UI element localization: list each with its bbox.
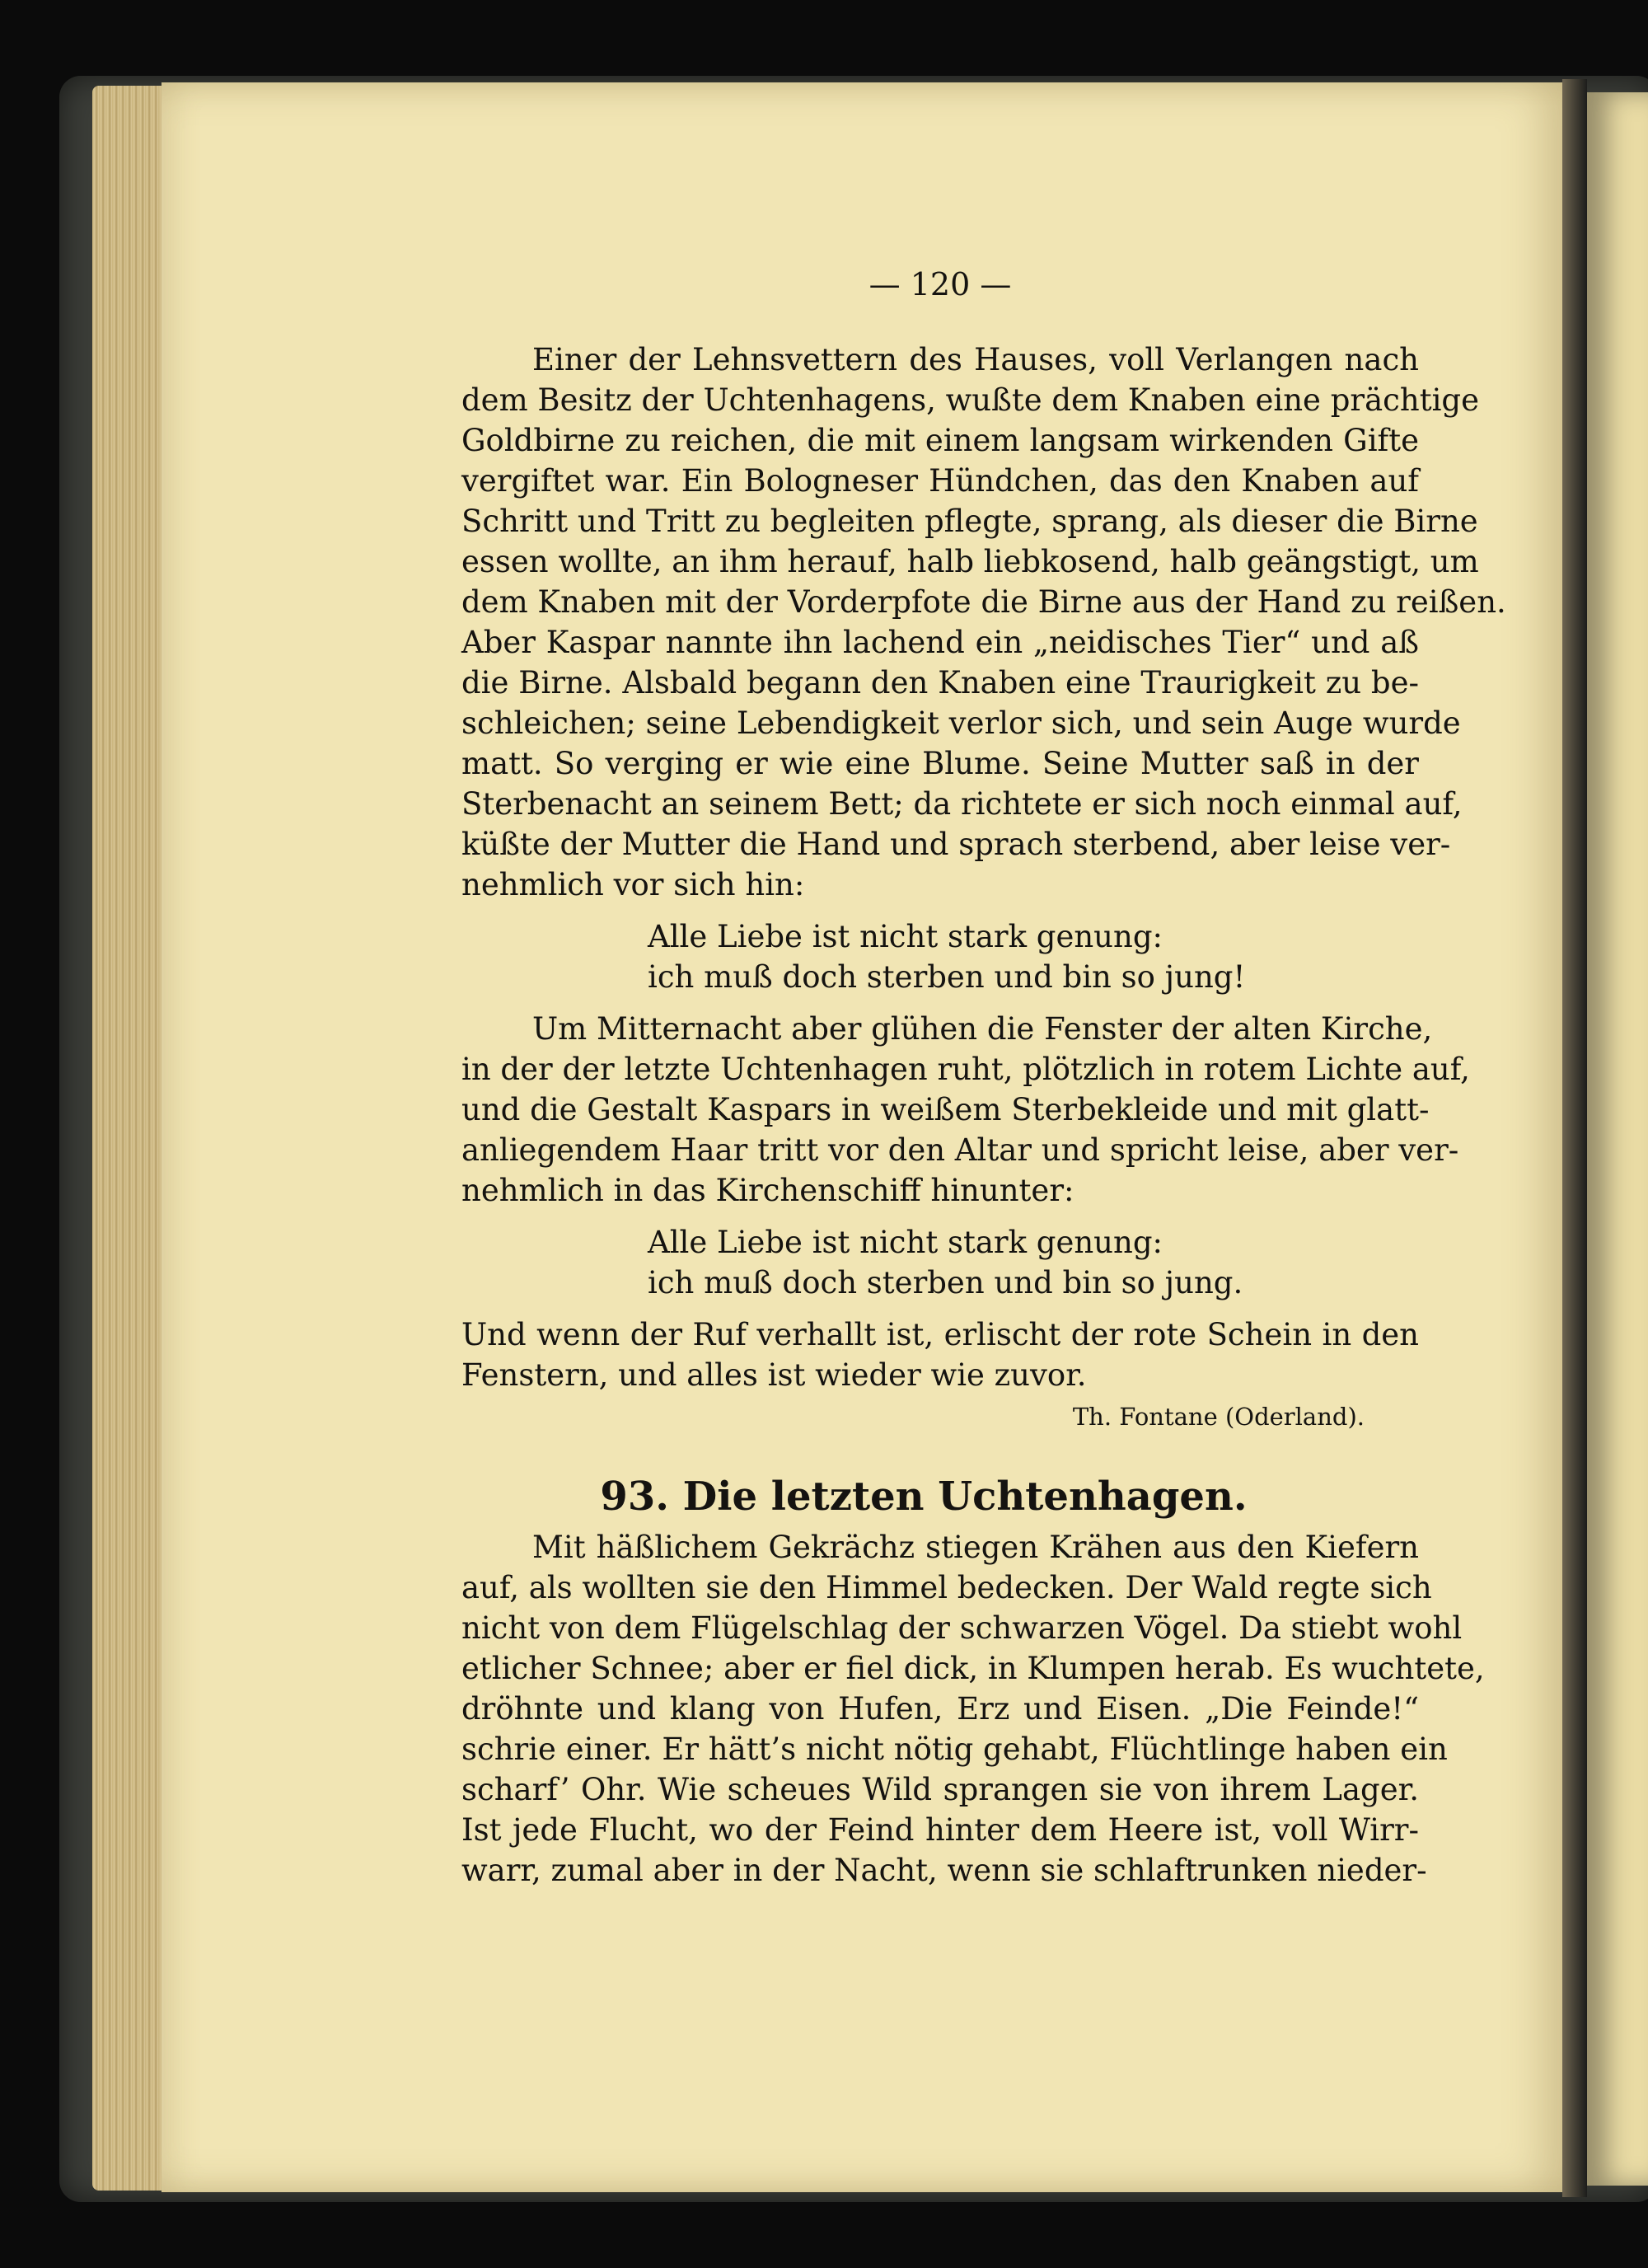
verse-line: Alle Liebe ist nicht stark genung: [648, 1225, 1163, 1260]
text-line: Aber Kaspar nannte ihn lachend ein „neidisches Tier“ und aß [461, 625, 1419, 660]
book-gutter [1562, 79, 1587, 2197]
text-line: dröhnte und klang von Hufen, Erz und Eisen. „Die Feinde!“ [461, 1691, 1419, 1727]
text-line: Und wenn der Ruf verhallt ist, erlischt der rote Schein in den [461, 1317, 1419, 1352]
verse-1 [461, 916, 1419, 997]
text-line: warr, zumal aber in der Nacht, wenn sie schlaftrunken nieder- [461, 1853, 1427, 1888]
text-line: Sterbenacht an seinem Bett; da richtete er sich noch einmal auf, [461, 786, 1463, 822]
text-line: matt. So verging er wie eine Blume. Seine Mutter saß in der [461, 746, 1419, 781]
text-line: nehmlich vor sich hin: [461, 867, 805, 902]
text-line: nehmlich in das Kirchenschiff hinunter: [461, 1173, 1074, 1208]
section-title: 93. Die letzten Uchtenhagen. [600, 1474, 1248, 1520]
text-line: scharf’ Ohr. Wie scheues Wild sprangen sie von ihrem Lager. [461, 1772, 1419, 1807]
text-line: schleichen; seine Lebendigkeit verlor sich, und sein Auge wurde [461, 705, 1461, 741]
text-line: dem Knaben mit der Vorderpfote die Birne aus der Hand zu reißen. [461, 584, 1506, 620]
text-line: Fenstern, und alles ist wieder wie zuvor. [461, 1357, 1087, 1393]
verse-line: ich muß doch sterben und bin so jung! [648, 959, 1246, 995]
text-block [461, 340, 1506, 1891]
verse-2 [461, 1222, 1419, 1303]
text-line: auf, als wollten sie den Himmel bedecken. Der Wald regte sich [461, 1570, 1432, 1605]
text-line: küßte der Mutter die Hand und sprach sterbend, aber leise ver- [461, 827, 1451, 862]
text-line: vergiftet war. Ein Bologneser Hündchen, das den Knaben auf [461, 463, 1419, 499]
paragraph-4 [461, 1527, 1485, 1891]
text-line: dem Besitz der Uchtenhagens, wußte dem Knaben eine prächtige [461, 382, 1479, 418]
text-line: Einer der Lehnsvettern des Hauses, voll Verlangen nach [532, 342, 1419, 377]
text-line: Ist jede Flucht, wo der Feind hinter dem Heere ist, voll Wirr- [461, 1812, 1419, 1848]
page-number: — 120 — [868, 266, 1012, 302]
page-edges [92, 86, 168, 2191]
text-line: in der der letzte Uchtenhagen ruht, plötzlich in rotem Lichte auf, [461, 1052, 1470, 1087]
text-line: nicht von dem Flügelschlag der schwarzen Vögel. Da stiebt wohl [461, 1610, 1463, 1646]
paragraph-2 [461, 1009, 1470, 1211]
text-line: Goldbirne zu reichen, die mit einem langsam wirkenden Gifte [461, 423, 1419, 458]
text-line: etlicher Schnee; aber er fiel dick, in Klumpen herab. Es wuchtete, [461, 1651, 1485, 1686]
text-line: und die Gestalt Kaspars in weißem Sterbekleide und mit glatt- [461, 1092, 1430, 1127]
attribution: Th. Fontane (Oderland). [1072, 1403, 1365, 1431]
text-line: Mit häßlichem Gekrächz stiegen Krähen aus den Kiefern [532, 1530, 1419, 1565]
text-line: Schritt und Tritt zu begleiten pflegte, sprang, als dieser die Birne [461, 504, 1478, 539]
text-line: anliegendem Haar tritt vor den Altar und spricht leise, aber ver- [461, 1132, 1459, 1168]
text-line: essen wollte, an ihm herauf, halb liebkosend, halb geängstigt, um [461, 544, 1479, 579]
paragraph-3 [461, 1314, 1419, 1395]
paragraph-1 [461, 340, 1506, 905]
text-line: die Birne. Alsbald begann den Knaben eine Traurigkeit zu be- [461, 665, 1419, 701]
facing-page-edge [1587, 92, 1648, 2186]
text-line: Um Mitternacht aber glühen die Fenster der alten Kirche, [532, 1011, 1433, 1047]
verse-line: ich muß doch sterben und bin so jung. [648, 1265, 1243, 1300]
text-line: schrie einer. Er hätt’s nicht nötig gehabt, Flüchtlinge haben ein [461, 1731, 1448, 1767]
verse-line: Alle Liebe ist nicht stark genung: [648, 919, 1163, 954]
